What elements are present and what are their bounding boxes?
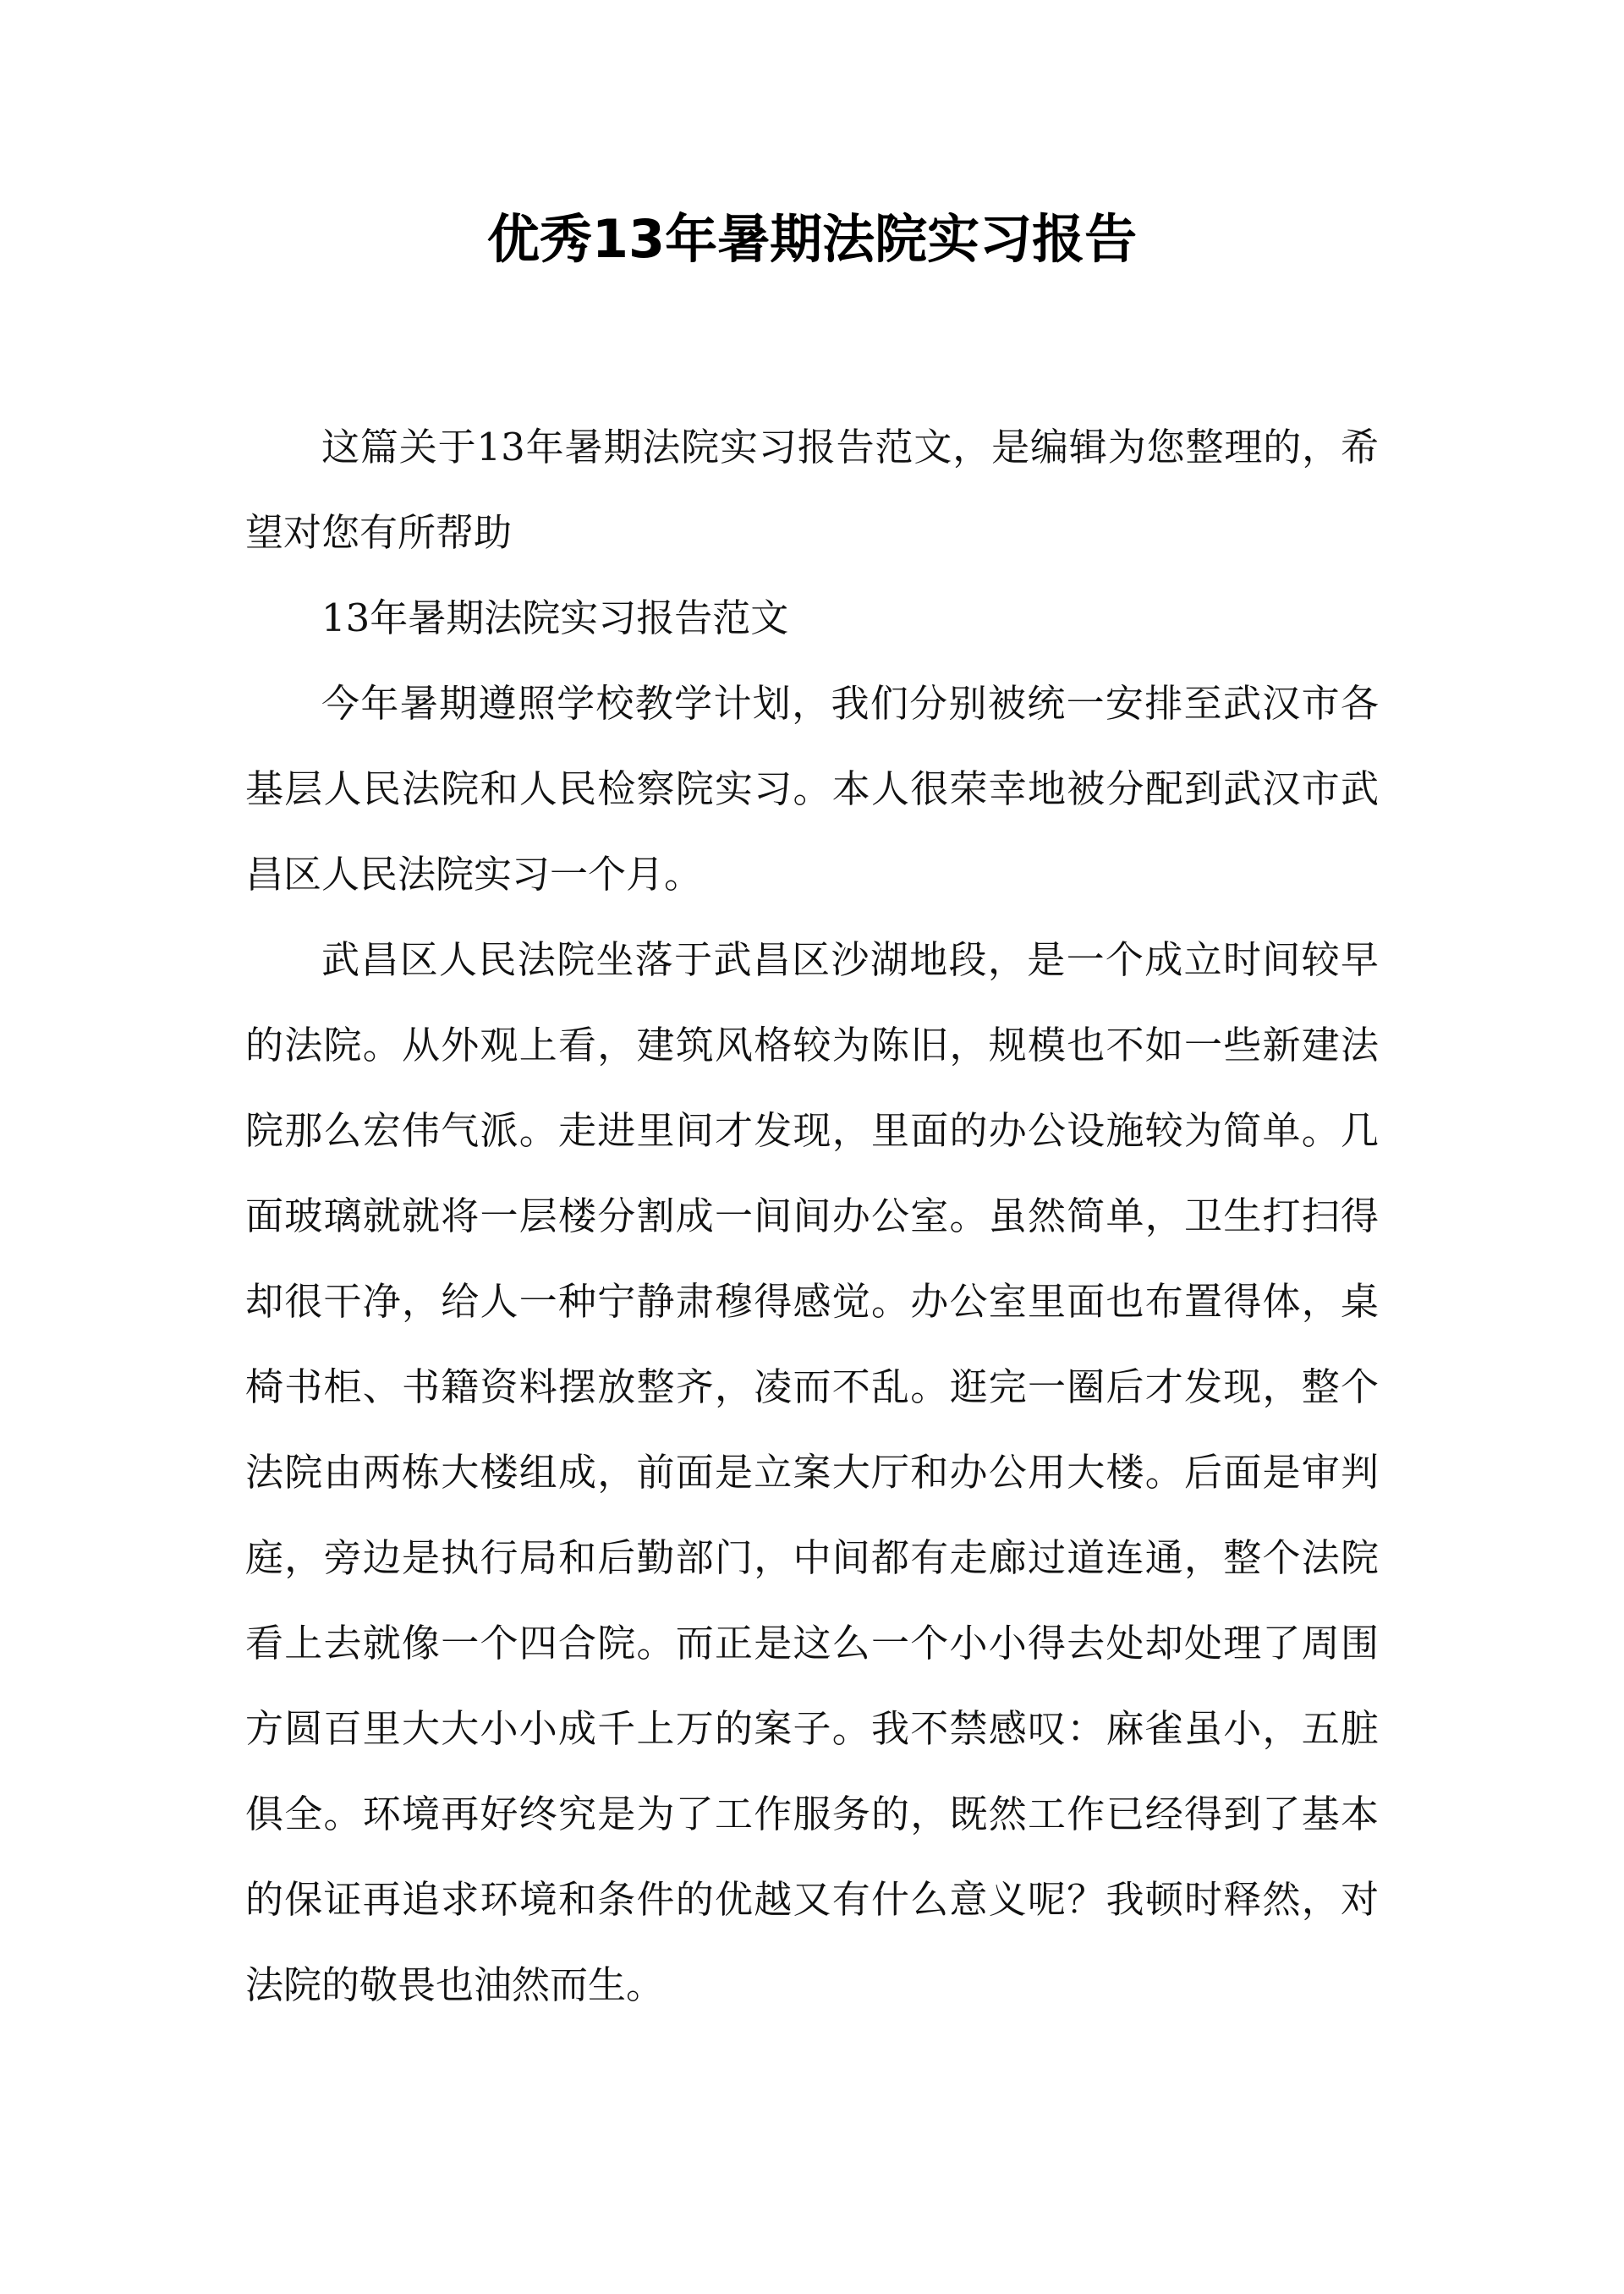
paragraph-court-description: 武昌区人民法院坐落于武昌区沙湖地段，是一个成立时间较早的法院。从外观上看，建筑风格较为陈旧，规模也不如一些新建法院那么宏伟气派。走进里间才发现，里面的办公设施较为简单。几面玻璃就就将一层楼分割成一间间办公室。虽然简单，卫生打扫得却很干净，给人一种宁静肃穆得感觉。办公室里面也布置得体，桌椅书柜、书籍资料摆放整齐，凌而不乱。逛完一圈后才发现，整个法院由两栋大楼组成，前面是立案大厅和办公用大楼。后面是审判庭，旁边是执行局和后勤部门，中间都有走廊过道连通，整个法院看上去就像一个四合院。而正是这么一个小小得去处却处理了周围方圆百里大大小小成千上万的案子。我不禁感叹：麻雀虽小，五脏俱全。环境再好终究是为了工作服务的，既然工作已经得到了基本的保证再追求环境和条件的优越又有什么意义呢？我顿时释然，对法院的敬畏也油然而生。 [245,937,1379,2007]
paragraph-assignment: 今年暑期遵照学校教学计划，我们分别被统一安排至武汉市各基层人民法院和人民检察院实习。本人很荣幸地被分配到武汉市武昌区人民法院实习一个月。 [245,681,1379,897]
document-body [245,404,1379,2028]
document-title: 优秀13年暑期法院实习报告 [486,208,1138,270]
paragraph-intro: 这篇关于13年暑期法院实习报告范文，是编辑为您整理的，希望对您有所帮助 [245,425,1379,555]
paragraph-subtitle: 13年暑期法院实习报告范文 [321,595,789,640]
